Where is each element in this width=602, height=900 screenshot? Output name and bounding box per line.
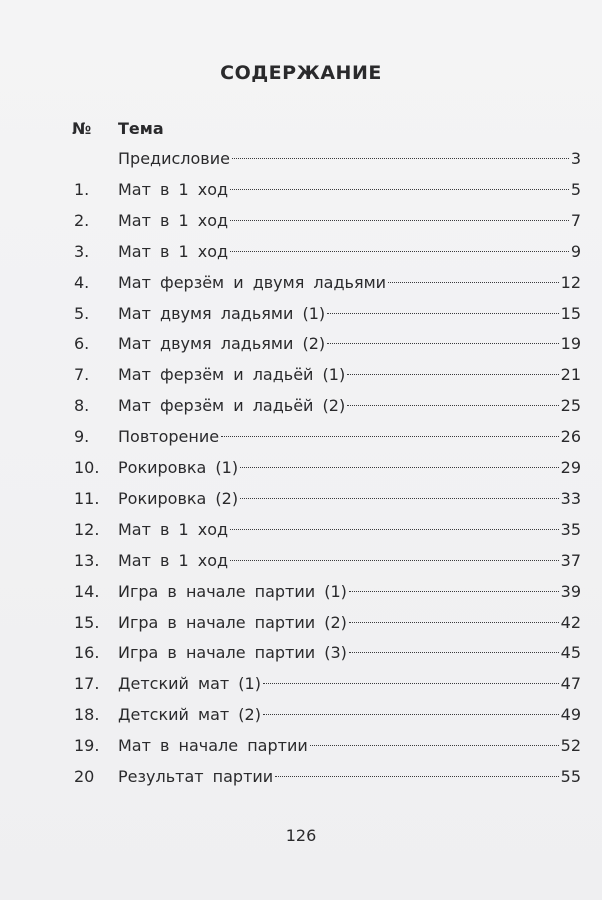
entry-page-number: 25 [560,396,581,416]
dot-leader [230,251,569,252]
entry-number: 19. [74,736,100,756]
dot-leader [230,529,559,530]
entry-page-number: 33 [560,488,581,508]
toc-entry [0,669,602,699]
dot-leader [327,343,559,344]
entry-number: 4. [74,272,90,292]
dot-leader [349,591,559,592]
entry-line [118,638,581,668]
entry-page-number: 47 [560,674,581,694]
entry-page-number: 45 [560,643,581,663]
entry-title: Детский мат (2) [118,705,261,725]
toc-entry [0,608,602,638]
toc-entry [0,360,602,390]
entry-number: 12. [74,519,100,539]
dot-leader [263,714,559,715]
entry-number: 6. [74,334,90,354]
entry-number: 1. [74,179,90,199]
entry-title: Мат ферзём и двумя ладьями [118,272,387,292]
dot-leader [310,745,559,746]
entry-line [118,268,581,298]
entry-number: 5. [74,303,90,323]
entry-number: 20 [74,767,95,786]
dot-leader [232,158,569,159]
entry-page-number: 37 [560,550,581,570]
entry-title: Мат ферзём и ладьёй (2) [118,396,346,416]
toc-entry [0,268,602,298]
entry-page-number: 9 [570,241,581,261]
entry-number: 17. [74,674,100,694]
dot-leader [327,313,559,314]
entry-line [118,700,581,730]
entry-number: 7. [74,365,90,385]
entry-line [118,577,581,607]
dot-leader [349,652,559,653]
entry-line [118,360,581,390]
page-title: СОДЕРЖАНИЕ [220,62,382,84]
entry-number: 15. [74,612,100,632]
entry-title: Мат в 1 ход [118,241,229,261]
entry-title: Повторение [118,427,220,447]
dot-leader [349,622,559,623]
toc-entry [0,144,602,174]
toc-header [0,119,602,143]
entry-page-number: 7 [570,210,581,230]
entry-line [118,484,581,514]
entry-line [118,453,581,483]
entry-number: 18. [74,705,100,725]
dot-leader [263,683,559,684]
entry-line [118,206,581,236]
toc-entry [0,391,602,421]
toc-entry [0,299,602,329]
entry-line [118,237,581,267]
number-column-header: № [72,119,92,138]
entry-title: Детский мат (1) [118,674,261,694]
toc-entry [0,546,602,576]
toc-entry [0,237,602,267]
entry-line [118,299,581,329]
page-number: 126 [285,826,317,845]
entry-page-number: 15 [560,303,581,323]
entry-line [118,669,581,699]
entry-page-number: 35 [560,519,581,539]
entry-title: Мат в 1 ход [118,519,229,539]
entry-line [118,144,581,174]
entry-page-number: 21 [560,365,581,385]
entry-number: 9. [74,427,90,447]
entry-page-number: 55 [560,767,581,786]
entry-number: 8. [74,396,90,416]
entry-page-number: 42 [560,612,581,632]
toc-entry [0,329,602,359]
dot-leader [347,405,558,406]
entry-number: 3. [74,241,90,261]
entry-title: Рокировка (2) [118,488,239,508]
entry-title: Мат в 1 ход [118,179,229,199]
dot-leader [230,189,569,190]
entry-line [118,329,581,359]
toc-entry [0,700,602,730]
entry-number: 2. [74,210,90,230]
toc-entry [0,453,602,483]
entry-page-number: 19 [560,334,581,354]
entry-page-number: 29 [560,458,581,477]
entry-page-number: 52 [560,736,581,756]
entry-title: Игра в начале партии (1) [118,581,347,601]
dot-leader [230,560,559,561]
entry-title: Результат партии [118,767,274,786]
topic-column-header: Тема [118,119,164,138]
dot-leader [221,436,559,437]
toc-entry [0,731,602,761]
entry-title: Мат двумя ладьями (1) [118,303,326,323]
entry-title: Мат двумя ладьями (2) [118,334,326,354]
entry-title: Мат ферзём и ладьёй (1) [118,365,346,385]
dot-leader [347,374,558,375]
entry-title: Рокировка (1) [118,458,239,477]
entry-line [118,608,581,638]
entry-title: Мат в 1 ход [118,210,229,230]
entry-page-number: 12 [560,272,581,292]
entry-line [118,546,581,576]
entry-number: 13. [74,550,100,570]
entry-title: Мат в 1 ход [118,550,229,570]
entry-number: 16. [74,643,100,663]
entry-page-number: 39 [560,581,581,601]
entry-number: 14. [74,581,100,601]
toc-entry [0,762,602,792]
entry-page-number: 3 [570,149,581,168]
entry-line [118,422,581,452]
entry-page-number: 26 [560,427,581,447]
dot-leader [240,498,559,499]
toc-entry [0,638,602,668]
entry-line [118,762,581,792]
toc-entry [0,515,602,545]
dot-leader [240,467,559,468]
entry-number: 10. [74,458,100,477]
entry-title: Мат в начале партии [118,736,308,756]
entry-title: Игра в начале партии (2) [118,612,347,632]
entry-line [118,175,581,205]
entry-line [118,515,581,545]
dot-leader [275,776,558,777]
toc-entry [0,175,602,205]
entry-number: 11. [74,488,100,508]
entry-page-number: 5 [570,179,581,199]
entry-line [118,731,581,761]
entry-title: Игра в начале партии (3) [118,643,347,663]
toc-entry [0,577,602,607]
toc-entry [0,422,602,452]
entry-page-number: 49 [560,705,581,725]
entry-title: Предисловие [118,149,230,168]
toc-entry [0,484,602,514]
entry-line [118,391,581,421]
toc-entry [0,206,602,236]
dot-leader [388,282,559,283]
dot-leader [230,220,569,221]
